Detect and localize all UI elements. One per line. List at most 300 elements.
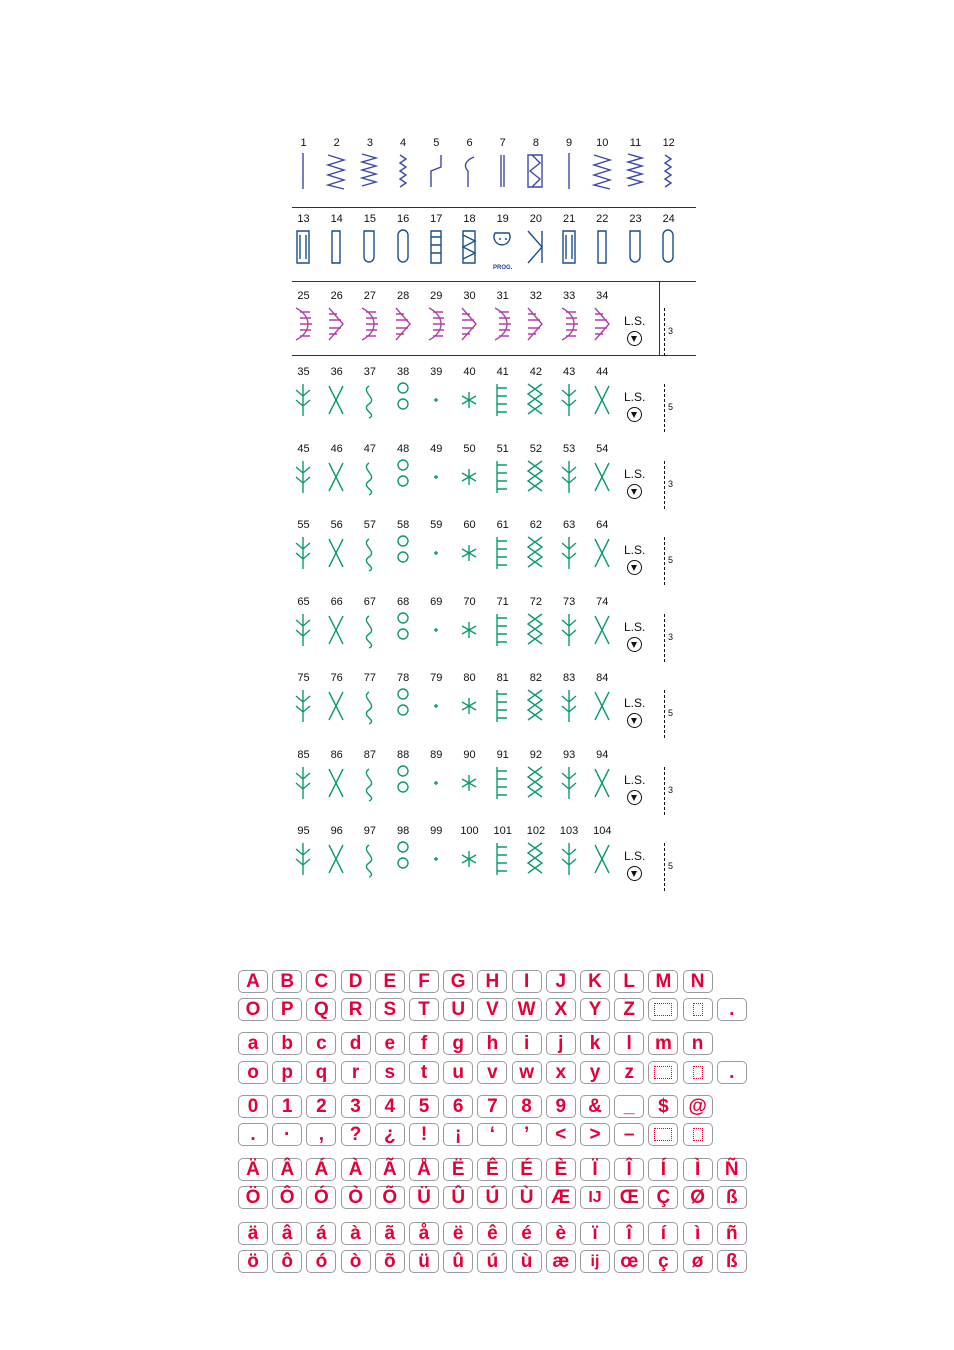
stitch-number: 61: [496, 519, 509, 531]
stitch-pattern-icon: [423, 304, 450, 344]
character-key: 9: [546, 1095, 576, 1118]
character-key: C: [306, 970, 336, 993]
stitch-pattern-icon: [622, 151, 649, 191]
stitch-cell: [486, 749, 519, 821]
stitch-number: 59: [430, 519, 443, 531]
character-key: g: [443, 1032, 473, 1055]
stitch-number: 85: [297, 749, 310, 761]
ls-label: L.S.: [624, 696, 646, 710]
character-key: Ò: [341, 1186, 371, 1209]
length-setting-indicator: [624, 849, 664, 909]
stitch-cell: [519, 213, 552, 285]
stitch-pattern-icon: [423, 380, 450, 420]
dashed-line: [664, 461, 665, 509]
space-key: [683, 1123, 713, 1146]
stitch-pattern-icon: [556, 839, 583, 879]
stitch-pattern-icon: [589, 304, 616, 344]
character-key: <: [546, 1123, 576, 1146]
stitch-pattern-icon: [390, 763, 417, 803]
stitch-cell: [353, 137, 386, 209]
stitch-pattern-icon: [456, 151, 483, 191]
stitch-cell: [586, 749, 619, 821]
character-key: U: [443, 998, 473, 1021]
character-key: Ë: [443, 1158, 473, 1181]
stitch-pattern-icon: [423, 686, 450, 726]
stitch-pattern-icon: [522, 227, 549, 267]
stitch-number: 15: [363, 213, 377, 225]
stitch-number: 95: [297, 825, 310, 837]
stitch-pattern-icon: [589, 151, 616, 191]
stitch-cell: [353, 519, 386, 591]
character-key: d: [341, 1032, 371, 1055]
character-key: I: [512, 970, 542, 993]
stitch-number: 78: [396, 672, 410, 684]
stitch-pattern-icon: [589, 763, 616, 803]
character-key: IJ: [580, 1186, 610, 1209]
stitch-pattern-icon: [456, 457, 483, 497]
stitch-cell: [353, 672, 386, 744]
character-key: 3: [341, 1095, 371, 1118]
character-key: é: [512, 1222, 542, 1245]
stitch-cell: [420, 137, 453, 209]
width-number: 3: [668, 326, 674, 336]
space-key: [683, 1061, 713, 1084]
stitch-number: 100: [460, 825, 479, 837]
character-key: j: [546, 1032, 576, 1055]
stitch-pattern-icon: [323, 533, 350, 573]
stitch-pattern-icon: [323, 610, 350, 650]
stitch-pattern-icon: [489, 533, 516, 573]
stitch-pattern-icon: [390, 304, 417, 344]
character-key: B: [272, 970, 302, 993]
character-key: û: [443, 1250, 473, 1273]
character-key: œ: [614, 1250, 644, 1273]
stitch-pattern-icon: [423, 839, 450, 879]
character-key: Í: [648, 1158, 678, 1181]
stitch-cell: [353, 213, 386, 285]
character-key: o: [238, 1061, 268, 1084]
stitch-number: 50: [463, 443, 476, 455]
ls-label: L.S.: [624, 543, 646, 557]
stitch-number: 63: [562, 519, 576, 531]
character-key: ä: [238, 1222, 268, 1245]
ls-label: L.S.: [624, 467, 646, 481]
character-key: k: [580, 1032, 610, 1055]
character-key: î: [614, 1222, 644, 1245]
character-key: c: [306, 1032, 336, 1055]
character-key: A: [238, 970, 268, 993]
stitch-cell: [420, 366, 453, 438]
dashed-line: [664, 384, 665, 432]
character-key: ö: [238, 1250, 268, 1273]
stitch-pattern-icon: [522, 151, 549, 191]
character-key: ò: [341, 1250, 371, 1273]
character-key: $: [648, 1095, 678, 1118]
character-key: u: [443, 1061, 473, 1084]
stitch-cell: [420, 443, 453, 515]
character-key: M: [648, 970, 678, 993]
stitch-pattern-icon: [456, 686, 483, 726]
character-key: f: [409, 1032, 439, 1055]
stitch-pattern-icon: [323, 151, 350, 191]
character-key: e: [375, 1032, 405, 1055]
stitch-number: 14: [330, 213, 343, 225]
stitch-number: 82: [529, 672, 543, 684]
stitch-pattern-icon: [489, 763, 516, 803]
stitch-pattern-icon: [556, 610, 583, 650]
stitch-number: 11: [629, 137, 642, 149]
stitch-pattern-icon: [323, 457, 350, 497]
stitch-pattern-icon: [556, 457, 583, 497]
stitch-pattern-icon: [589, 457, 616, 497]
character-key: ¿: [375, 1123, 405, 1146]
character-key: Œ: [614, 1186, 644, 1209]
stitch-number: 17: [430, 213, 443, 225]
space-key: [648, 1061, 678, 1084]
character-key: ç: [648, 1250, 678, 1273]
stitch-pattern-icon: [323, 227, 350, 267]
stitch-cell: [320, 749, 353, 821]
stitch-number: 87: [363, 749, 377, 761]
down-arrow-icon: [627, 866, 642, 881]
down-arrow-icon: [627, 637, 642, 652]
stitch-cell: [519, 443, 552, 515]
stitch-cell: [320, 213, 353, 285]
stitch-cell: [586, 672, 619, 744]
stitch-pattern-icon: [356, 380, 383, 420]
character-key: Ö: [238, 1186, 268, 1209]
width-marker: [662, 384, 678, 434]
stitch-pattern-icon: [356, 457, 383, 497]
stitch-number: 48: [396, 443, 410, 455]
character-key: r: [341, 1061, 371, 1084]
stitch-cell: [420, 596, 453, 668]
stitch-pattern-icon: [489, 457, 516, 497]
character-key: Ô: [272, 1186, 302, 1209]
stitch-cell: [453, 443, 486, 515]
character-key: >: [580, 1123, 610, 1146]
ls-label: L.S.: [624, 314, 646, 328]
stitch-number: 92: [529, 749, 543, 761]
stitch-pattern-icon: [556, 380, 583, 420]
width-number: 5: [668, 708, 674, 718]
stitch-number: 76: [330, 672, 343, 684]
stitch-cell: [486, 290, 519, 362]
stitch-cell: [387, 672, 420, 744]
stitch-number: 91: [496, 749, 509, 761]
stitch-number: 13: [297, 213, 310, 225]
stitch-cell: [287, 749, 320, 821]
stitch-number: 37: [363, 366, 377, 378]
stitch-pattern-icon: [356, 610, 383, 650]
character-key: G: [443, 970, 473, 993]
stitch-number: 45: [297, 443, 310, 455]
stitch-pattern-icon: [356, 839, 383, 879]
character-key: à: [341, 1222, 371, 1245]
stitch-cell: [486, 825, 519, 897]
stitch-cell: [586, 443, 619, 515]
character-key: Å: [409, 1158, 439, 1181]
stitch-pattern-icon: [290, 686, 317, 726]
stitch-cell: [519, 749, 552, 821]
character-key: Ê: [477, 1158, 507, 1181]
stitch-number: 40: [463, 366, 476, 378]
character-key: 5: [409, 1095, 439, 1118]
stitch-number: 32: [529, 290, 543, 302]
stitch-number: 26: [330, 290, 343, 302]
ls-label: L.S.: [624, 390, 646, 404]
character-key: Ù: [512, 1186, 542, 1209]
character-key: S: [375, 998, 405, 1021]
character-key: y: [580, 1061, 610, 1084]
stitch-pattern-icon: [456, 380, 483, 420]
stitch-pattern-icon: [589, 533, 616, 573]
stitch-cell: [387, 443, 420, 515]
width-marker: [662, 843, 678, 893]
down-arrow-icon: [627, 790, 642, 805]
stitch-cell: [320, 137, 353, 209]
stitch-number: 8: [532, 137, 539, 149]
down-arrow-icon: [627, 713, 642, 728]
stitch-cell: [320, 672, 353, 744]
stitch-cell: [320, 290, 353, 362]
stitch-cell: [353, 596, 386, 668]
stitch-cell: [486, 443, 519, 515]
character-key: h: [477, 1032, 507, 1055]
character-key: Ì: [683, 1158, 713, 1181]
stitch-number: 30: [463, 290, 476, 302]
stitch-cell: [486, 596, 519, 668]
stitch-pattern-icon: [522, 533, 549, 573]
character-key: R: [341, 998, 371, 1021]
character-key: Z: [614, 998, 644, 1021]
stitch-number: 47: [363, 443, 377, 455]
stitch-cell: [553, 519, 586, 591]
stitch-pattern-icon: [556, 763, 583, 803]
stitch-number: 60: [463, 519, 476, 531]
stitch-cell: [453, 366, 486, 438]
stitch-number: 86: [330, 749, 343, 761]
character-key: L: [614, 970, 644, 993]
stitch-pattern-icon: [522, 457, 549, 497]
stitch-pattern-icon: [290, 304, 317, 344]
stitch-number: 49: [430, 443, 443, 455]
stitch-pattern-icon: [390, 686, 417, 726]
stitch-number: 102: [526, 825, 546, 837]
stitch-number: 96: [330, 825, 343, 837]
stitch-number: 35: [297, 366, 310, 378]
stitch-cell: [453, 672, 486, 744]
stitch-number: 34: [596, 290, 609, 302]
character-key: ø: [683, 1250, 713, 1273]
stitch-cell: [553, 596, 586, 668]
stitch-number: 71: [496, 596, 509, 608]
stitch-cell: [353, 443, 386, 515]
stitch-pattern-icon: [522, 763, 549, 803]
stitch-number: 23: [629, 213, 642, 225]
stitch-number: 56: [330, 519, 343, 531]
stitch-cell: [619, 213, 652, 285]
stitch-pattern-icon: [489, 227, 516, 267]
stitch-pattern-icon: [290, 533, 317, 573]
character-key: N: [683, 970, 713, 993]
character-key: z: [614, 1061, 644, 1084]
down-arrow-icon: [627, 560, 642, 575]
stitch-pattern-icon: [423, 763, 450, 803]
stitch-number: 98: [396, 825, 410, 837]
stitch-pattern-icon: [522, 380, 549, 420]
stitch-pattern-icon: [456, 227, 483, 267]
stitch-pattern-icon: [622, 227, 649, 267]
stitch-pattern-icon: [423, 457, 450, 497]
stitch-number: 75: [297, 672, 310, 684]
character-key: ij: [580, 1250, 610, 1273]
stitch-number: 46: [330, 443, 343, 455]
stitch-number: 70: [463, 596, 476, 608]
stitch-number: 33: [562, 290, 576, 302]
stitch-cell: [553, 825, 586, 897]
stitch-cell: [586, 290, 619, 362]
character-key: ì: [683, 1222, 713, 1245]
stitch-cell: [320, 519, 353, 591]
stitch-pattern-icon: [390, 457, 417, 497]
character-key: O: [238, 998, 268, 1021]
stitch-cell: [486, 366, 519, 438]
character-key: Â: [272, 1158, 302, 1181]
stitch-number: 52: [529, 443, 543, 455]
stitch-number: 29: [430, 290, 443, 302]
character-key: É: [512, 1158, 542, 1181]
stitch-cell: [553, 443, 586, 515]
stitch-cell: [486, 672, 519, 744]
character-key: ‘: [477, 1123, 507, 1146]
width-marker: [662, 537, 678, 587]
stitch-pattern-icon: [290, 610, 317, 650]
space-key: [648, 1123, 678, 1146]
stitch-cell: [553, 137, 586, 209]
character-key: @: [683, 1095, 713, 1118]
character-key: K: [580, 970, 610, 993]
stitch-pattern-icon: [456, 763, 483, 803]
stitch-number: 89: [430, 749, 443, 761]
stitch-pattern-icon: [423, 533, 450, 573]
character-key: È: [546, 1158, 576, 1181]
stitch-pattern-icon: [356, 227, 383, 267]
stitch-pattern-icon: [456, 839, 483, 879]
prog-label: PROG.: [493, 265, 513, 271]
character-key: Ä: [238, 1158, 268, 1181]
stitch-number: 57: [363, 519, 377, 531]
stitch-pattern-icon: [290, 380, 317, 420]
stitch-cell: [420, 213, 453, 285]
stitch-cell: [387, 519, 420, 591]
stitch-pattern-icon: [390, 151, 417, 191]
character-key: n: [683, 1032, 713, 1055]
character-key: l: [614, 1032, 644, 1055]
character-key: 4: [375, 1095, 405, 1118]
character-key: ¡: [443, 1123, 473, 1146]
stitch-pattern-icon: [456, 533, 483, 573]
stitch-pattern-icon: [390, 839, 417, 879]
dashed-line: [664, 308, 665, 356]
stitch-cell: [287, 672, 320, 744]
stitch-number: 67: [363, 596, 377, 608]
stitch-cell: [387, 137, 420, 209]
stitch-number: 39: [430, 366, 443, 378]
character-key: æ: [546, 1250, 576, 1273]
stitch-number: 43: [562, 366, 576, 378]
stitch-pattern-icon: [423, 151, 450, 191]
stitch-number: 84: [596, 672, 609, 684]
stitch-number: 9: [566, 137, 573, 149]
dashed-line: [664, 767, 665, 815]
stitch-number: 36: [330, 366, 343, 378]
length-setting-indicator: [624, 467, 664, 527]
stitch-pattern-icon: [489, 686, 516, 726]
character-key: b: [272, 1032, 302, 1055]
stitch-number: 88: [396, 749, 410, 761]
stitch-number: 77: [363, 672, 377, 684]
stitch-number: 18: [463, 213, 476, 225]
stitch-cell: [387, 366, 420, 438]
character-key: m: [648, 1032, 678, 1055]
stitch-number: 90: [463, 749, 476, 761]
stitch-pattern-icon: [589, 380, 616, 420]
character-key: 8: [512, 1095, 542, 1118]
stitch-cell: [519, 137, 552, 209]
stitch-cell: [287, 596, 320, 668]
character-key: t: [409, 1061, 439, 1084]
stitch-pattern-icon: [390, 610, 417, 650]
stitch-pattern-icon: [290, 227, 317, 267]
length-setting-indicator: [624, 390, 664, 450]
character-key: Æ: [546, 1186, 576, 1209]
dashed-line: [664, 537, 665, 585]
stitch-cell: [420, 519, 453, 591]
stitch-cell: [387, 213, 420, 285]
stitch-pattern-icon: [323, 839, 350, 879]
stitch-number: 6: [466, 137, 473, 149]
stitch-cell: [553, 290, 586, 362]
character-key: Ñ: [717, 1158, 747, 1181]
stitch-cell: [453, 213, 486, 285]
ls-label: L.S.: [624, 773, 646, 787]
character-key: Ó: [306, 1186, 336, 1209]
character-key: Ã: [375, 1158, 405, 1181]
stitch-cell: [486, 137, 519, 209]
width-marker: [662, 690, 678, 740]
stitch-cell: [652, 213, 685, 285]
character-key: E: [375, 970, 405, 993]
width-marker: [662, 614, 678, 664]
stitch-cell: [486, 213, 519, 285]
stitch-pattern-icon: [323, 763, 350, 803]
character-key: â: [272, 1222, 302, 1245]
stitch-cell: [586, 366, 619, 438]
stitch-pattern-icon: [489, 380, 516, 420]
character-key: i: [512, 1032, 542, 1055]
stitch-pattern-icon: [522, 839, 549, 879]
stitch-pattern-icon: [290, 763, 317, 803]
space-key: [683, 998, 713, 1021]
stitch-cell: [553, 366, 586, 438]
stitch-number: 83: [562, 672, 576, 684]
character-key: D: [341, 970, 371, 993]
character-key: ó: [306, 1250, 336, 1273]
width-number: 3: [668, 785, 674, 795]
stitch-cell: [586, 825, 619, 897]
stitch-cell: [453, 749, 486, 821]
